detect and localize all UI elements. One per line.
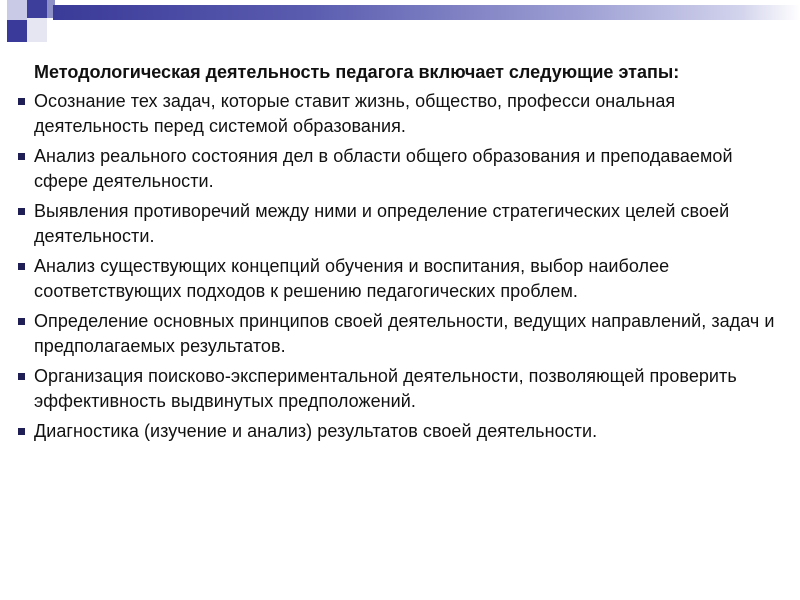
list-item — [14, 419, 784, 444]
square-bullet-icon — [18, 373, 25, 380]
square-bullet-icon — [18, 263, 25, 270]
list-item-text: Анализ реального состояния дел в области общего образования и преподаваемой сфере деятельности. — [34, 146, 733, 191]
list-item-text: Организация поисково-экспериментальной деятельности, позволяющей проверить эффективность выдвинутых предположений. — [34, 366, 737, 411]
list-item-text: Диагностика (изучение и анализ) результатов своей деятельности. — [34, 421, 598, 441]
square-bullet-icon — [18, 153, 25, 160]
header-gradient-bar — [53, 5, 800, 20]
list-item — [14, 199, 784, 249]
square-bullet-icon — [18, 98, 25, 105]
square-bullet-icon — [18, 208, 25, 215]
decor-square — [27, 0, 47, 18]
list-item-text: Выявления противоречий между ними и определение стратегических целей своей деятельности. — [34, 201, 730, 246]
decor-square — [27, 18, 47, 42]
stages-list — [14, 89, 784, 444]
square-bullet-icon — [18, 428, 25, 435]
slide-heading: Методологическая деятельность педагога включает следующие этапы: — [34, 62, 680, 82]
list-item — [14, 89, 784, 139]
list-item — [14, 254, 784, 304]
list-item — [14, 309, 784, 359]
list-item — [14, 144, 784, 194]
square-bullet-icon — [18, 318, 25, 325]
list-item-text: Осознание тех задач, которые ставит жизнь, общество, професси ональная деятельность перед системой образования. — [34, 91, 676, 136]
list-item — [14, 364, 784, 414]
list-item-text: Анализ существующих концепций обучения и воспитания, выбор наиболее соответствующих подходов к решению педагогических проблем. — [34, 256, 670, 301]
list-item-text: Определение основных принципов своей деятельности, ведущих направлений, задач и предполагаемых результатов. — [34, 311, 775, 356]
decor-square — [7, 20, 27, 42]
slide-content — [14, 60, 784, 449]
